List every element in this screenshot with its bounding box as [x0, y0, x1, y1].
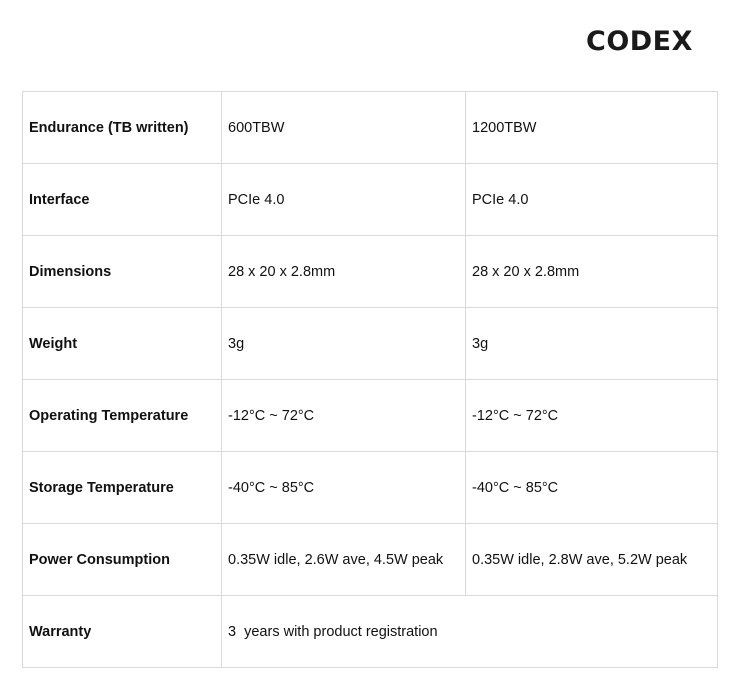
- table-row: [23, 236, 718, 308]
- specs-table: [22, 91, 718, 668]
- value-cell: -40°C ~ 85°C: [222, 452, 466, 524]
- row-label: Interface: [23, 164, 222, 236]
- table-row: [23, 164, 718, 236]
- row-label: Storage Temperature: [23, 452, 222, 524]
- value-cell: -12°C ~ 72°C: [466, 380, 718, 452]
- table-row: [23, 452, 718, 524]
- value-cell: 600TBW: [222, 92, 466, 164]
- warranty-value-cell: 3 years with product registration: [222, 596, 718, 668]
- row-label: Warranty: [23, 596, 222, 668]
- value-cell: 0.35W idle, 2.8W ave, 5.2W peak: [466, 524, 718, 596]
- value-cell: PCIe 4.0: [222, 164, 466, 236]
- row-label: Dimensions: [23, 236, 222, 308]
- table-row: [23, 380, 718, 452]
- value-cell: 28 x 20 x 2.8mm: [466, 236, 718, 308]
- row-label: Endurance (TB written): [23, 92, 222, 164]
- row-label: Power Consumption: [23, 524, 222, 596]
- value-cell: PCIe 4.0: [466, 164, 718, 236]
- value-cell: -12°C ~ 72°C: [222, 380, 466, 452]
- table-row: [23, 596, 718, 668]
- value-cell: 0.35W idle, 2.6W ave, 4.5W peak: [222, 524, 466, 596]
- value-cell: 1200TBW: [466, 92, 718, 164]
- table-row: [23, 524, 718, 596]
- value-cell: -40°C ~ 85°C: [466, 452, 718, 524]
- row-label: Operating Temperature: [23, 380, 222, 452]
- row-label: Weight: [23, 308, 222, 380]
- value-cell: 28 x 20 x 2.8mm: [222, 236, 466, 308]
- table-row: [23, 308, 718, 380]
- value-cell: 3g: [222, 308, 466, 380]
- table-row: [23, 92, 718, 164]
- value-cell: 3g: [466, 308, 718, 380]
- codex-logo: CODEX: [586, 26, 693, 57]
